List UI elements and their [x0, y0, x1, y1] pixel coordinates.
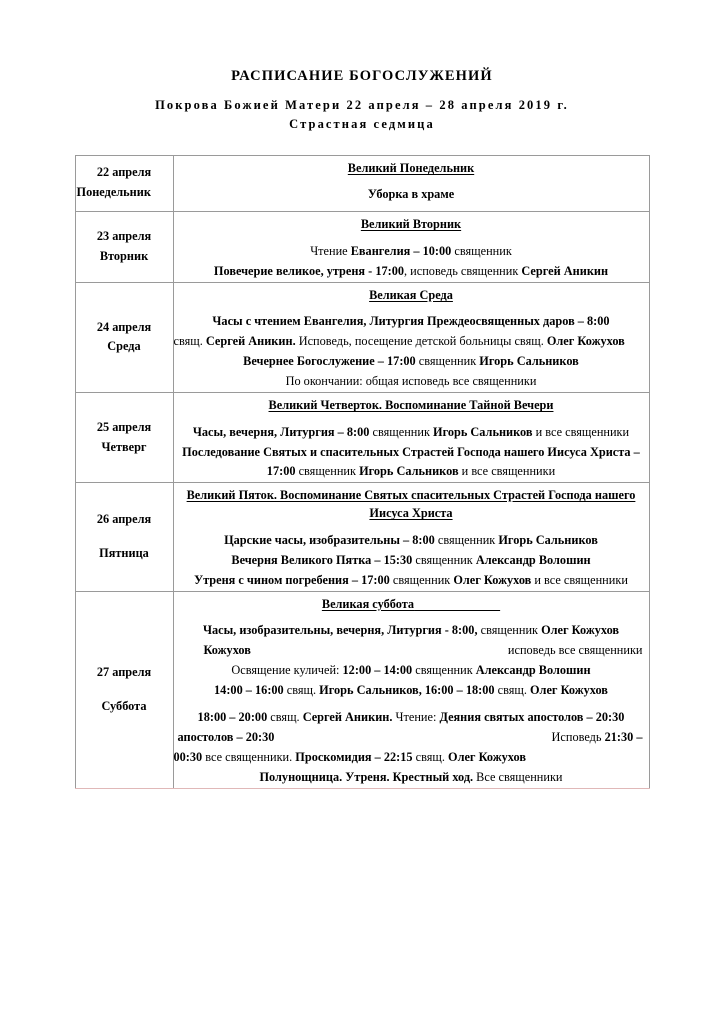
table-row: [75, 393, 649, 483]
event-text: 21:30 –: [604, 729, 643, 744]
event-text: 12:00 – 14:00: [342, 663, 413, 678]
day-date: 22 апреля: [96, 165, 152, 180]
event-text: Часы, вечерня, Литургия – 8:00: [192, 424, 370, 439]
event-text: и все священники: [458, 463, 556, 478]
event-text: свящ.: [267, 709, 303, 724]
event-text: Сергей Аникин.: [302, 709, 393, 724]
event-text: Царские часы, изобразительны – 8:00: [224, 532, 435, 547]
event-text: священник: [451, 243, 512, 258]
event-line: [174, 728, 649, 747]
event-text: свящ.: [412, 749, 449, 764]
event-text: священник: [477, 623, 542, 638]
day-weekday: Пятница: [99, 545, 149, 560]
table-row: [75, 212, 649, 283]
event-text: Вечернее Богослужение – 17:00: [243, 354, 416, 369]
event-text: По окончании: общая исповедь все священники: [285, 374, 537, 389]
event-line: [174, 312, 649, 331]
event-text-group: [552, 728, 649, 747]
event-text: свящ.: [494, 683, 530, 698]
event-text: Вечерня Великого Пятка – 15:30: [231, 552, 413, 567]
day-body-monday: [173, 155, 649, 211]
event-line: [174, 661, 649, 680]
event-text: и все священники: [531, 572, 628, 587]
event-line: [174, 185, 649, 204]
event-line: [174, 551, 649, 570]
table-row: [75, 591, 649, 788]
event-heading: [174, 159, 649, 177]
event-text: Уборка в храме: [367, 187, 455, 202]
day-date: 24 апреля: [96, 319, 152, 334]
event-heading-text: Великая Среда: [369, 287, 453, 302]
document-subtitle: [0, 96, 724, 132]
event-text: исповедь все священники: [507, 643, 643, 658]
event-heading-text: Великий Вторник: [360, 217, 462, 232]
event-text: 18:00 – 20:00: [197, 709, 268, 724]
day-weekday: Суббота: [101, 698, 147, 713]
event-text: Утреня с чином погребения – 17:00: [194, 572, 390, 587]
event-text: священник: [412, 663, 476, 678]
event-text: Сергей Аникин: [521, 263, 609, 278]
event-text: Повечерие великое, утреня - 17:00: [213, 263, 405, 278]
subtitle-line-1: Покрова Божией Матери 22 апреля – 28 апреля 2019 г.: [155, 98, 569, 113]
event-text: Исповедь, посещение детской больницы свящ.: [295, 334, 547, 349]
event-heading-text: Великий Понедельник: [347, 160, 475, 175]
event-text: апостолов – 20:30: [177, 729, 275, 744]
event-text: священник: [295, 463, 360, 478]
event-line: [174, 372, 649, 391]
day-body-thursday: [173, 393, 649, 483]
event-text: Игорь Сальников: [479, 354, 579, 369]
event-line: [174, 621, 649, 640]
schedule-table: [75, 155, 650, 789]
event-text: Игорь Сальников, 16:00 – 18:00: [319, 683, 495, 698]
event-text: Олег Кожухов: [453, 572, 532, 587]
event-text: Олег Кожухов: [546, 334, 625, 349]
page-title: РАСПИСАНИЕ БОГОСЛУЖЕНИЙ: [231, 68, 493, 84]
event-text: Олег Кожухов: [448, 749, 526, 764]
event-text: священник: [415, 354, 480, 369]
event-line: [174, 443, 649, 481]
day-weekday: Среда: [107, 339, 141, 354]
event-heading-text: Великий Четверток. Воспоминание Тайной Вечери: [268, 398, 554, 413]
event-text: 00:30: [173, 749, 203, 764]
day-date: 27 апреля: [96, 664, 152, 679]
event-text: и все священники: [532, 424, 630, 439]
event-text: священник: [434, 532, 499, 547]
event-text: Деяния святых апостолов – 20:30: [439, 709, 625, 724]
event-line: [174, 332, 649, 351]
day-date: 25 апреля: [96, 419, 152, 434]
day-body-tuesday: [173, 212, 649, 283]
event-line: [174, 352, 649, 371]
event-heading: [174, 286, 649, 304]
day-cell-wednesday: [75, 282, 173, 393]
event-text: священник: [412, 552, 476, 567]
day-body-wednesday: [173, 282, 649, 393]
event-text: Часы с чтением Евангелия, Литургия Преждеосвященных даров – 8:00: [212, 314, 610, 329]
day-cell-monday: [75, 155, 173, 211]
event-text: свящ.: [283, 683, 320, 698]
event-text: Последование Святых и спасительных Страстей Господа нашего Иисуса Христа – 17:00: [182, 444, 640, 478]
day-cell-tuesday: [75, 212, 173, 283]
day-weekday: Вторник: [99, 248, 149, 263]
event-text: священник: [369, 424, 433, 439]
document-header: [0, 0, 724, 133]
event-line: [174, 531, 649, 550]
event-line: [174, 423, 649, 442]
event-heading-text: Великий Пяток. Воспоминание Святых спасительных Страстей Господа нашего Иисуса Христа: [186, 487, 636, 521]
event-text: Кожухов: [203, 643, 251, 658]
day-body-saturday: [173, 591, 649, 788]
day-body-friday: [173, 482, 649, 591]
event-text: Игорь Сальников: [433, 424, 533, 439]
day-date: 26 апреля: [96, 511, 152, 526]
event-heading: [174, 215, 649, 233]
table-row: [75, 155, 649, 211]
event-text: Евангелия – 10:00: [350, 243, 452, 258]
event-text: священник: [389, 572, 454, 587]
event-text: Исповедь: [551, 729, 605, 744]
day-cell-thursday: [75, 393, 173, 483]
event-text: Проскомидия – 22:15: [295, 749, 413, 764]
event-line: [174, 748, 649, 767]
event-line: [174, 681, 649, 700]
event-text: Часы, изобразительны, вечерня, Литургия - 8:00,: [202, 623, 478, 638]
day-date: 23 апреля: [96, 228, 152, 243]
day-cell-saturday: [75, 591, 173, 788]
event-heading-underline-filler: [414, 597, 500, 611]
event-text: Чтение: [310, 243, 351, 258]
event-text: Александр Волошин: [475, 552, 591, 567]
subtitle-line-2: Страстная седмица: [289, 116, 435, 131]
event-line: [174, 262, 649, 281]
event-heading: [174, 595, 649, 613]
day-weekday: Понедельник: [76, 185, 151, 200]
event-text: Олег Кожухов: [541, 623, 620, 638]
event-text: Полунощница. Утреня. Крестный ход.: [259, 769, 474, 784]
event-heading: [174, 486, 649, 523]
event-text: Игорь Сальников: [498, 532, 598, 547]
event-text: Александр Волошин: [475, 663, 591, 678]
event-heading: [174, 396, 649, 414]
table-row: [75, 482, 649, 591]
table-row: [75, 282, 649, 393]
event-line: [174, 641, 649, 660]
event-text: свящ.: [173, 334, 206, 349]
schedule-table-wrapper: [75, 155, 650, 789]
event-line: [174, 242, 649, 261]
event-text: 14:00 – 16:00: [214, 683, 284, 698]
event-text: Сергей Аникин.: [205, 334, 296, 349]
event-text: Освящение куличей:: [231, 663, 343, 678]
event-text: Олег Кожухов: [529, 683, 608, 698]
event-text: все священники.: [202, 749, 296, 764]
day-weekday: Четверг: [101, 439, 147, 454]
event-line: [174, 708, 649, 727]
event-text: , исповедь священник: [404, 263, 522, 278]
event-text: Игорь Сальников: [359, 463, 459, 478]
event-heading-text: Великая суббота: [321, 596, 415, 611]
event-line: [174, 571, 649, 590]
event-text: Все священники: [473, 769, 563, 784]
event-line: [174, 768, 649, 787]
event-text: Чтение:: [392, 709, 440, 724]
day-cell-friday: [75, 482, 173, 591]
